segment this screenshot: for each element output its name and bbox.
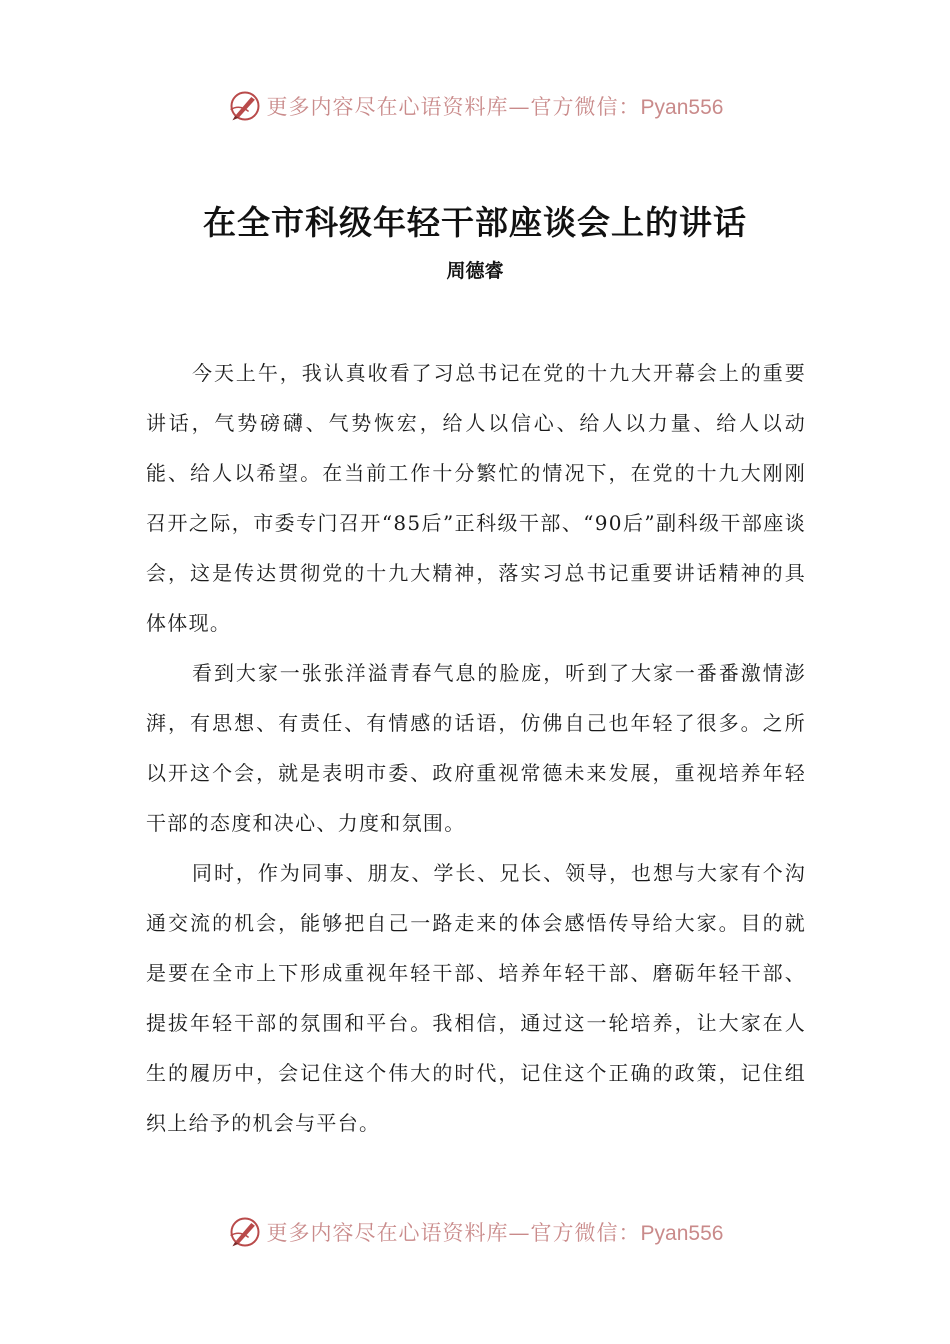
body-paragraph: 同时，作为同事、朋友、学长、兄长、领导，也想与大家有个沟通交流的机会，能够把自己一路走来的体会感悟传导给大家。目的就是要在全市上下形成重视年轻干部、培养年轻干部、磨砺年轻干部、提拔年轻干部的氛围和平台。我相信，通过这一轮培养，让大家在人生的履历中，会记住这个伟大的时代，记住这个正确的政策，记住组织上给予的机会与平台。 [146, 861, 806, 1135]
document-title: 在全市科级年轻干部座谈会上的讲话 [203, 203, 747, 242]
body-paragraph: 看到大家一张张洋溢青春气息的脸庞，听到了大家一番番激情澎湃，有思想、有责任、有情感的话语，仿佛自己也年轻了很多。之所以开这个会，就是表明市委、政府重视常德未来发展，重视培养年轻干部的态度和决心、力度和氛围。 [146, 661, 806, 835]
watermark-text: 更多内容尽在心语资料库—官方微信：Pyan556 [266, 1221, 724, 1245]
header-watermark [0, 86, 950, 126]
document-author: 周德睿 [446, 260, 504, 282]
document-body [146, 348, 806, 1148]
pen-logo-icon [227, 1214, 263, 1250]
watermark-text: 更多内容尽在心语资料库—官方微信：Pyan556 [266, 95, 724, 119]
footer-watermark [0, 1212, 950, 1252]
body-paragraph: 今天上午，我认真收看了习总书记在党的十九大开幕会上的重要讲话，气势磅礴、气势恢宏，给人以信心、给人以力量、给人以动能、给人以希望。在当前工作十分繁忙的情况下，在党的十九大刚刚召开之际，市委专门召开“85后”正科级干部、“90后”副科级干部座谈会，这是传达贯彻党的十九大精神，落实习总书记重要讲话精神的具体体现。 [146, 361, 806, 635]
pen-logo-icon [227, 88, 263, 124]
